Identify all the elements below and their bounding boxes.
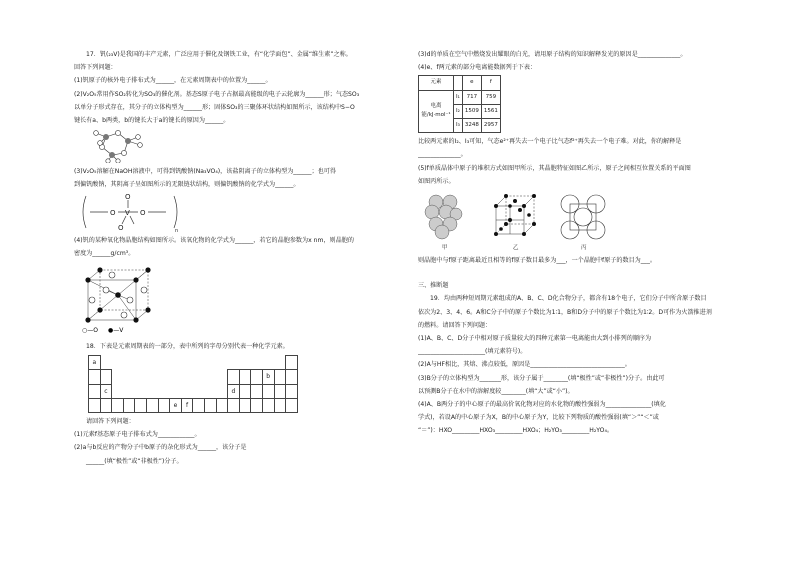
- svg-text:V: V: [125, 208, 130, 217]
- q19-part4: (4)A、B两分子的中心原子的最高价氧化物对应的水化物的酸性强弱为_______________(填化: [418, 401, 666, 409]
- figure-label-yi: 乙: [513, 245, 519, 252]
- legend-v: ●—V: [108, 327, 124, 335]
- ion-i3: I₃: [454, 119, 463, 133]
- ion-i1: I₁: [454, 90, 463, 104]
- pt-cell-b: b: [262, 370, 274, 384]
- q18-part4-blank: ______________。: [418, 151, 467, 159]
- ion-header-e: e: [462, 76, 481, 90]
- ion-header-f: f: [481, 76, 500, 90]
- svg-text:n: n: [175, 227, 179, 234]
- q18-part5-question: 则晶胞中与f原子距离最近且相等的f原子数目最多为___，一个晶胞中f原子的数目为___。: [418, 257, 656, 265]
- pt-cell-c: c: [100, 384, 112, 398]
- q19-line1: 19．均由两种短周期元素组成的A、B、C、D化合物分子，都含有18个电子，它们分子中所含原子数目: [430, 295, 707, 303]
- q19-part3-line2: 以预测B分子在水中的溶解度较________(填“大”或“小”)。: [418, 387, 574, 395]
- pt-cell-f: f: [181, 398, 193, 412]
- figure-jia-stacking: [424, 192, 464, 240]
- ion-header-element: 元素: [419, 76, 454, 90]
- q17-part1: (1)钒原子的核外电子排布式为______，在元素周期表中的位置为______。: [74, 77, 272, 85]
- ion-f-i3: 2957: [481, 119, 500, 133]
- q19-part1: (1)A、B、C、D分子中相对原子质量较大的四种元素第一电离能由大到小排列的顺序为: [418, 335, 652, 343]
- figure-label-jia: 甲: [442, 245, 448, 252]
- q17-intro: 17．钒(₂₃V)是我国的丰产元素，广泛应用于催化及钢铁工业，有“化学面包”、金属“维生素”之称。: [86, 51, 352, 58]
- figure-label-bing: 丙: [581, 245, 587, 252]
- q19-part3: (3)B分子的立体构型为_______形，该分子属于________(填“极性”或“非极性”)分子。由此可: [418, 374, 665, 382]
- q17-intro2: 回答下列问题：: [74, 64, 117, 72]
- svg-text:O: O: [118, 223, 124, 232]
- figure-yi-cell: [492, 192, 538, 240]
- q18-part5-line2: 如图丙所示。: [418, 177, 455, 185]
- q18-part2-line1: (2)a与b反应的产物分子中b原子的杂化形式为______，该分子是: [74, 444, 247, 452]
- ion-f-i2: 1561: [481, 104, 500, 118]
- ion-i2: I₂: [454, 104, 463, 118]
- q18-part1: (1)元素f基态原子电子排布式为____________。: [74, 431, 201, 439]
- left-column: [74, 48, 390, 468]
- pt-cell-a: a: [89, 356, 101, 370]
- figure-bing-plane: [560, 192, 606, 240]
- q18-part4-explain: 比较两元素的I₂、I₃可知，气态e²⁺再失去一个电子比气态f²⁺再失去一个电子难。对此，你的解释是: [418, 138, 682, 146]
- q17-part3-line1: (3)V₂O₅溶解在NaOH溶液中，可得到钒酸钠(Na₃VO₄)，该盐阴离子的立体构型为______；也可得: [74, 168, 336, 176]
- section-heading: 三、推断题: [418, 282, 449, 290]
- ion-e-i2: 1509: [462, 104, 481, 118]
- vanadium-oxide-cell-figure: [78, 264, 158, 336]
- pt-cell-e: e: [170, 398, 182, 412]
- periodic-table-fragment: [88, 355, 298, 413]
- q18-part2-line2: ______(填“极性”或“非极性”)分子。: [86, 457, 183, 465]
- q18-part5-line1: (5)f单质晶体中原子的堆积方式如图甲所示，其晶胞特征如图乙所示，原子之间相互位置关系的平面图: [418, 164, 691, 172]
- crystal-figures: [418, 188, 740, 254]
- q19-part2: (2)A与HF相比，其熔、沸点较低，原因是_______________________________。: [418, 361, 631, 369]
- q17-part3-line2: 到偏钒酸钠，其阴离子呈如图所示的无限链状结构，则偏钒酸钠的化学式为______。: [74, 181, 300, 189]
- q19-line2: 依次为2、3、4、6。A和C分子中的原子个数比为1∶1，B和D分子中的原子个数比为1∶2。D可作为火箭推进剂: [418, 308, 712, 316]
- q17-part2-line1: (2)V₂O₅常用作SO₂转化为SO₃的催化剂。基态S原子电子占据最高能级的电子云轮廓为______形；气态SO₃: [74, 90, 360, 98]
- svg-text:O: O: [110, 208, 116, 217]
- pt-cell-d: d: [228, 384, 240, 398]
- q19-line3: 的燃料。请回答下列问题：: [418, 321, 492, 329]
- legend-o: ○—O: [82, 327, 98, 335]
- ion-e-i1: 717: [462, 90, 481, 104]
- q18-part3: (3)d的单质在空气中燃烧发出耀眼的白光，请用原子结构的知识解释发光的原因是______________。: [418, 51, 687, 58]
- q17-part4-line1: (4)钒的某种氧化物晶胞结构如图所示。该氧化物的化学式为______，若它的晶胞参数为x nm，则晶胞的: [74, 236, 354, 244]
- q17-part4-line2: 密度为______g/cm³。: [74, 249, 135, 257]
- metavanadate-chain-figure: [78, 192, 188, 234]
- ion-f-i1: 759: [481, 90, 500, 104]
- so3-trimer-figure: [76, 129, 166, 163]
- q19-part4-line2: 学式)，若设A的中心原子为X，B的中心原子为Y，比较下列物质的酸性强弱(填“＞”“＜”或: [418, 414, 659, 422]
- ionization-energy-table: [418, 75, 501, 133]
- q19-part4-line3: “＝”)：HXO_________HXO₃_________HXO₄；H₂YO₃_________H₂YO₄。: [418, 427, 614, 435]
- ion-e-i3: 3248: [462, 119, 481, 133]
- q19-part1-blank: ______________________(填元素符号)。: [418, 348, 527, 356]
- ion-row-label: 电离能/kJ·mol⁻¹: [419, 90, 454, 133]
- q18-answer-prompt: 请回答下列问题：: [86, 418, 135, 426]
- q18-part4: (4)e、f两元素的部分电离能数据列于下表：: [418, 64, 537, 72]
- svg-text:O: O: [140, 208, 146, 217]
- q17-part2-line2: 以单分子形式存在，其分子的立体构型为______形；固体SO₃的三聚体环状结构如图所示，该结构中S−O: [74, 103, 355, 111]
- svg-text:O: O: [125, 192, 131, 201]
- q17-part2-line3: 键长有a、b两类，b的键长大于a的键长的原因为______。: [74, 117, 230, 125]
- right-column: [418, 48, 740, 438]
- q18-intro: 18．下表是元素周期表的一部分，表中所列的字母分别代表一种化学元素。: [86, 343, 289, 351]
